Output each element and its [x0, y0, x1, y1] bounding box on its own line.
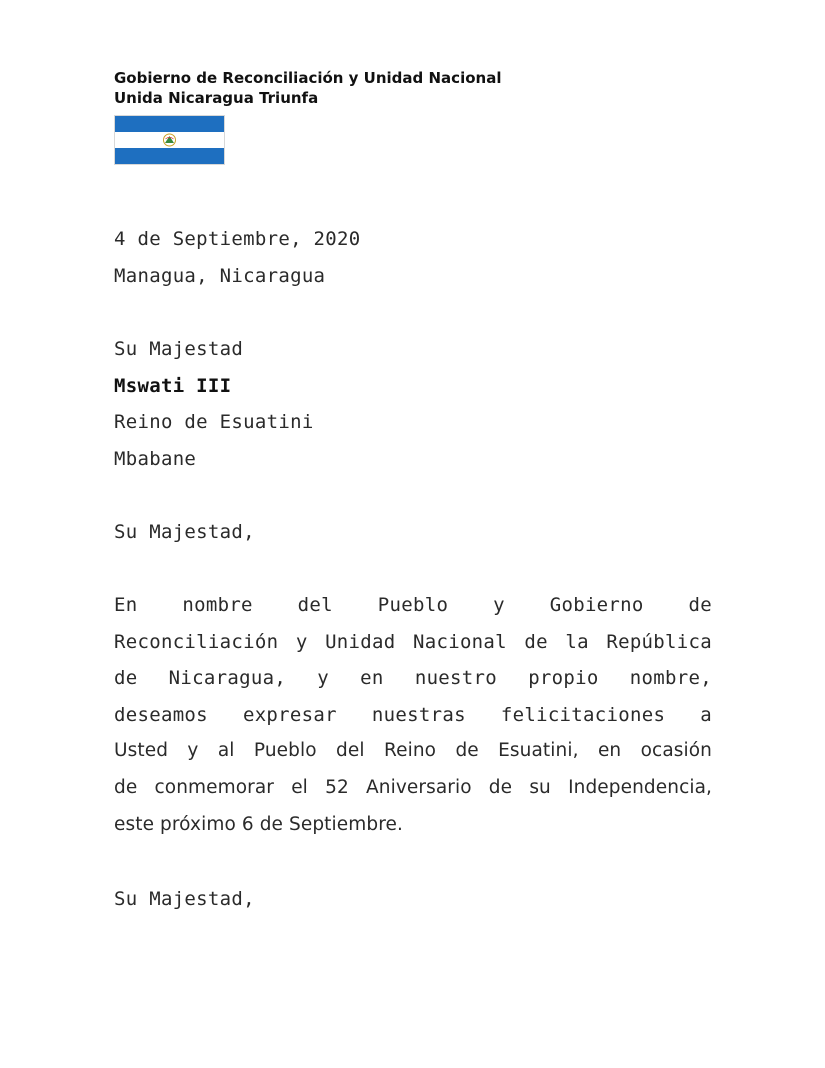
body-line: Reconciliación y Unidad Nacional de la República — [114, 630, 712, 653]
letter-greeting: Su Majestad, — [114, 521, 255, 543]
body-line: En nombre del Pueblo y Gobierno de — [114, 594, 712, 616]
recipient-kingdom: Reino de Esuatini — [114, 411, 314, 433]
body-line: de conmemorar el 52 Aniversario de su Independencia, — [114, 776, 712, 798]
nicaragua-flag-icon — [114, 115, 225, 165]
letterhead — [114, 68, 501, 108]
letter-place: Managua, Nicaragua — [114, 265, 326, 287]
letterhead-motto: Unida Nicaragua Triunfa — [114, 89, 319, 107]
body-line: Usted y al Pueblo del Reino de Esuatini, en ocasión — [114, 740, 712, 762]
letterhead-government-name: Gobierno de Reconciliación y Unidad Nacional — [114, 69, 502, 87]
body-line: este próximo 6 de Septiembre. — [114, 813, 403, 835]
recipient-salutation: Su Majestad — [114, 338, 244, 360]
letter-body-paragraph — [114, 593, 712, 849]
body-line: de Nicaragua, y en nuestro propio nombre, — [114, 667, 712, 690]
recipient-city: Mbabane — [114, 448, 197, 470]
recipient-name: Mswati III — [114, 375, 232, 397]
body-line: deseamos expresar nuestras felicitaciones a — [114, 703, 712, 726]
letter-date: 4 de Septiembre, 2020 — [114, 228, 361, 250]
closing-greeting: Su Majestad, — [114, 888, 255, 910]
